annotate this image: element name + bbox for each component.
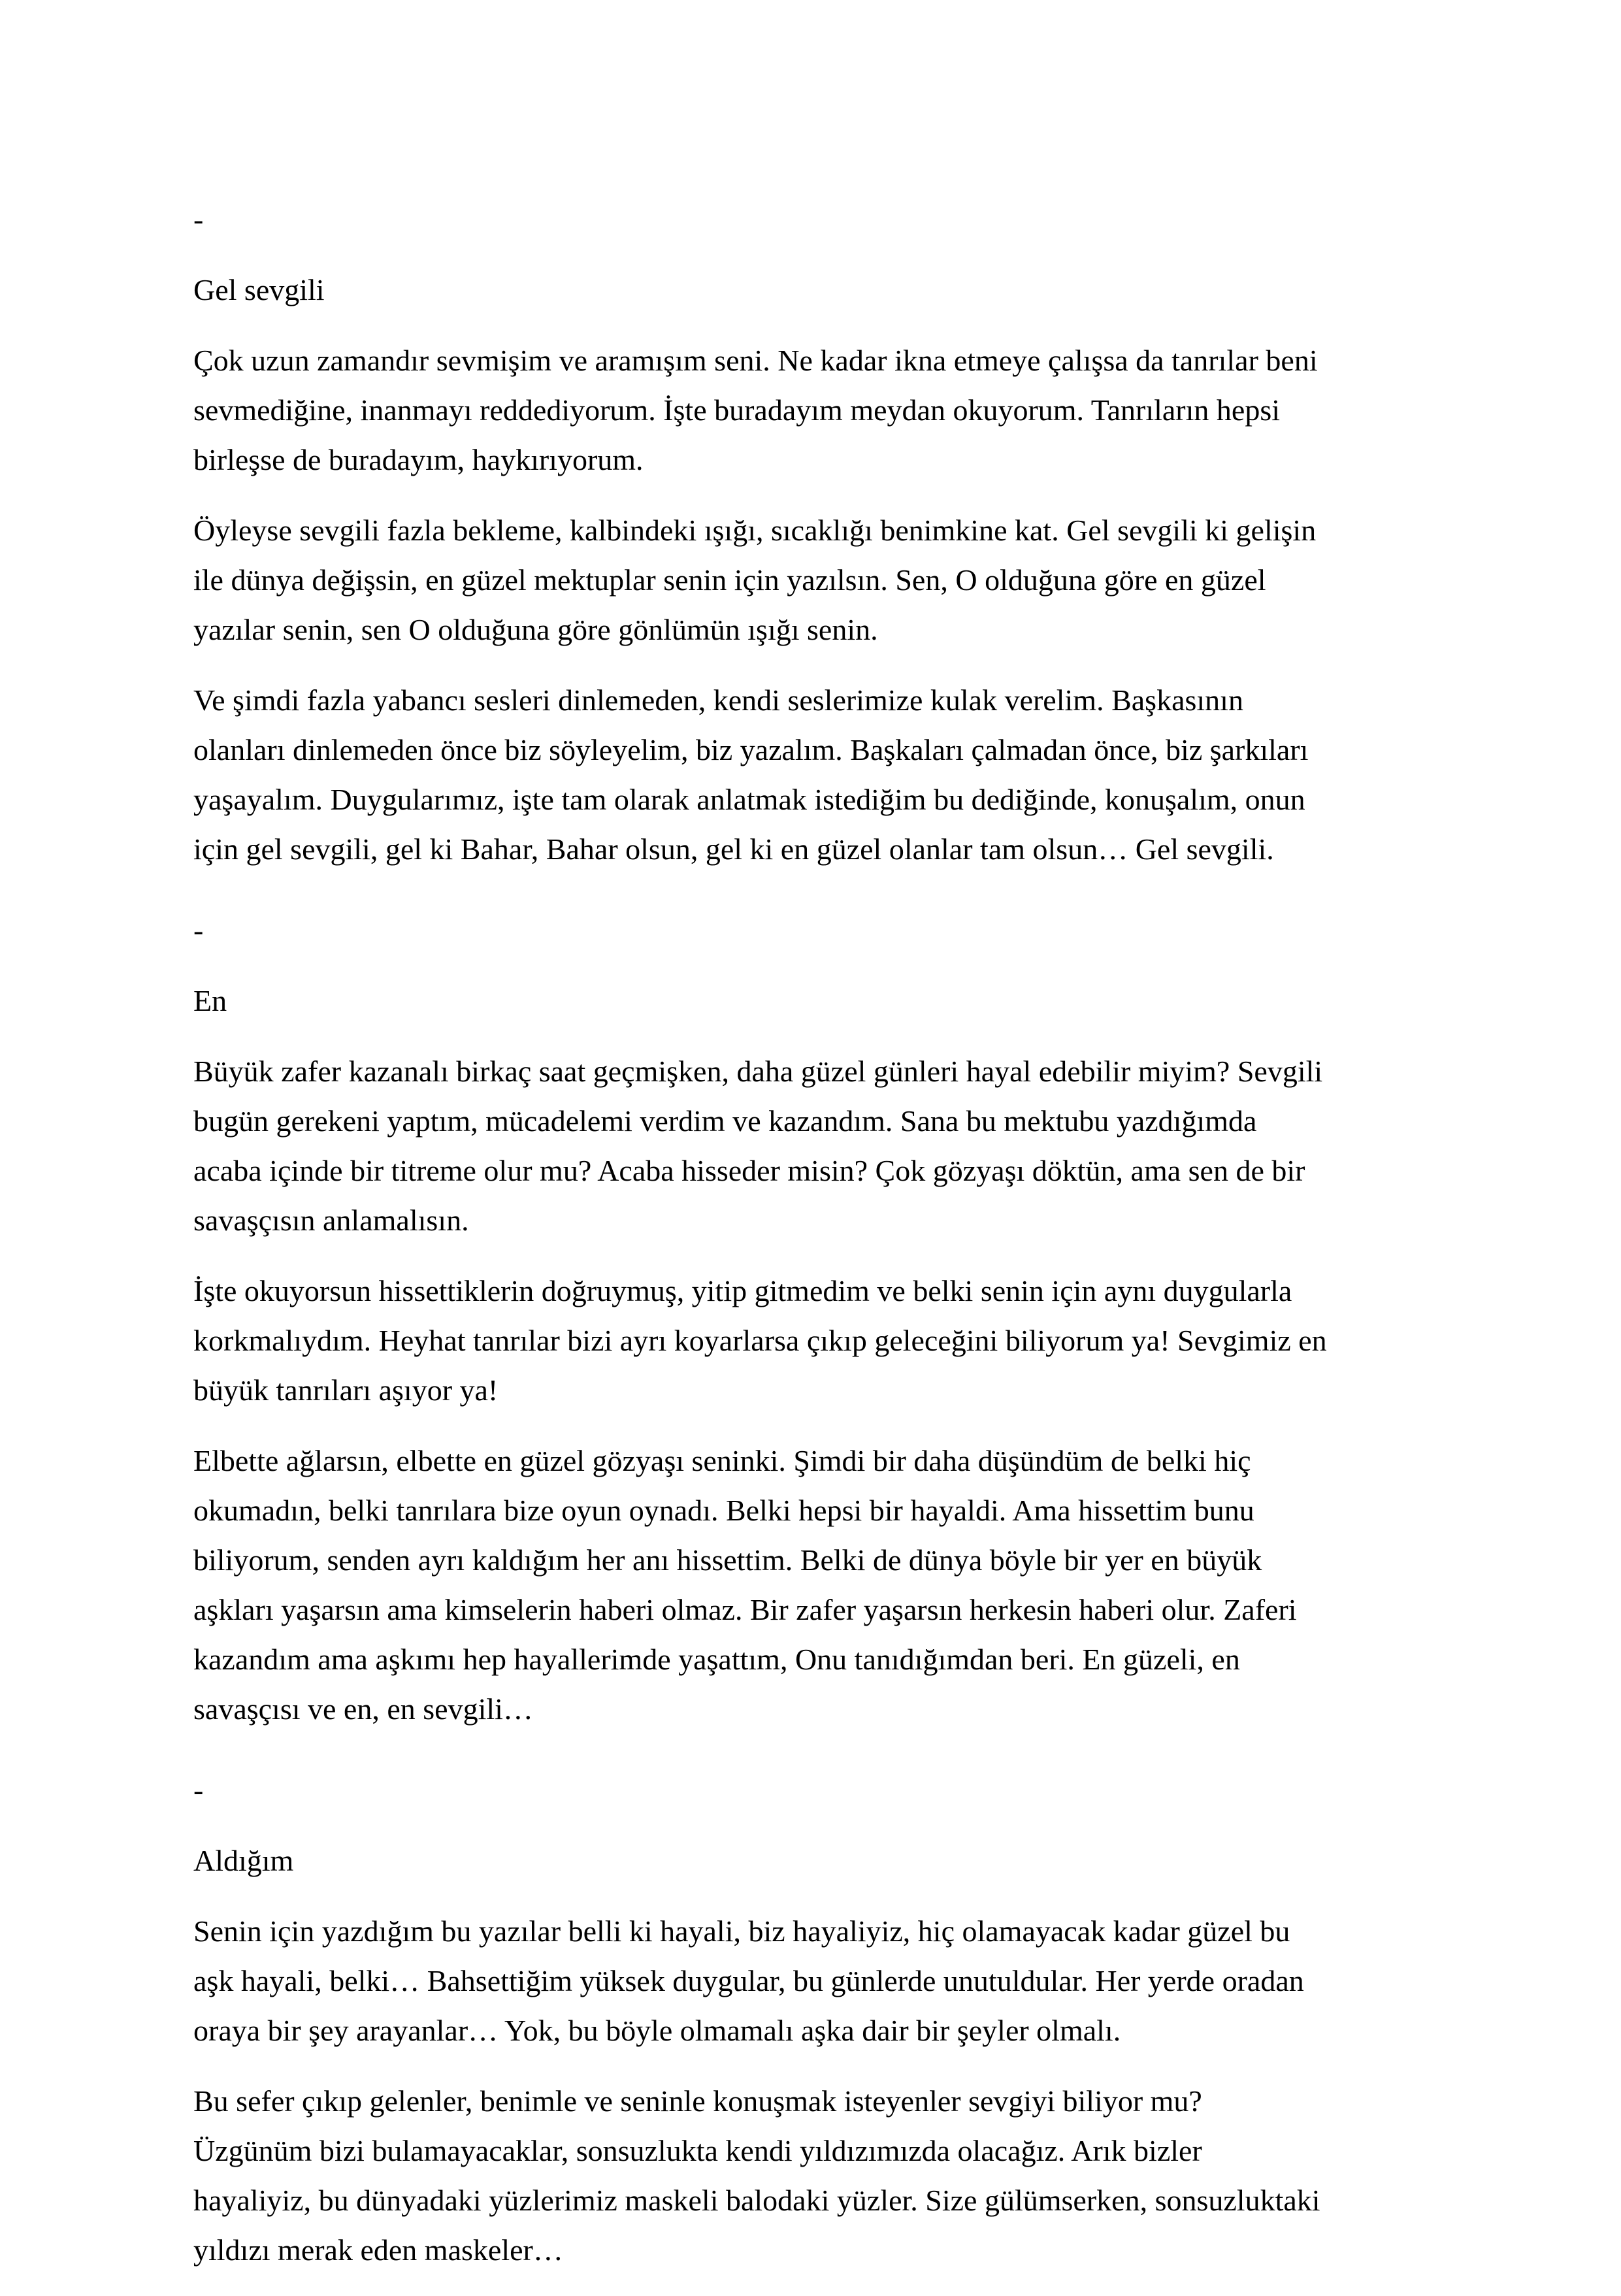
text-line: Büyük zafer kazanalı birkaç saat geçmişken, daha güzel günleri hayal edebilir miyim? Sevgili — [193, 1055, 1323, 1088]
text-line: kazandım ama aşkımı hep hayallerimde yaşattım, Onu tanıdığımdan beri. En güzeli, en — [193, 1643, 1240, 1676]
text-line: korkmalıydım. Heyhat tanrılar bizi ayrı koyarlarsa çıkıp geleceğini biliyorum ya! Sevgimiz en — [193, 1324, 1327, 1357]
text-line: olanları dinlemeden önce biz söyleyelim, biz yazalım. Başkaları çalmadan önce, biz şarkıları — [193, 733, 1309, 766]
text-line: sevmediğine, inanmayı reddediyorum. İşte buradayım meydan okuyorum. Tanrıların hepsi — [193, 393, 1281, 427]
section-separator: - — [193, 203, 204, 236]
text-line: yaşayalım. Duygularımız, işte tam olarak anlatmak istediğim bu dediğinde, konuşalım, onun — [193, 783, 1305, 816]
text-line: Çok uzun zamandır sevmişim ve aramışım seni. Ne kadar ikna etmeye çalışsa da tanrılar beni — [193, 344, 1318, 377]
section-separator: - — [193, 1773, 204, 1807]
text-line: Elbette ağlarsın, elbette en güzel gözyaşı seninki. Şimdi bir daha düşündüm de belki hiç — [193, 1444, 1251, 1477]
text-line: acaba içinde bir titreme olur mu? Acaba hisseder misin? Çok gözyaşı döktün, ama sen de bir — [193, 1154, 1305, 1187]
section-separator: - — [193, 913, 204, 947]
text-line: okumadın, belki tanrılara bize oyun oynadı. Belki hepsi bir hayaldi. Ama hissettim bunu — [193, 1494, 1254, 1527]
section-gel-sevgili — [193, 195, 1448, 874]
paragraph — [193, 676, 1448, 874]
text-line: Öyleyse sevgili fazla bekleme, kalbindeki ışığı, sıcaklığı benimkine kat. Gel sevgili ki gelişin — [193, 514, 1317, 547]
text-line: hayaliyiz, bu dünyadaki yüzlerimiz maskeli balodaki yüzler. Size gülümserken, sonsuzluktaki — [193, 2184, 1320, 2217]
text-line: savaşçısı ve en, en sevgili… — [193, 1692, 533, 1726]
section-heading: En — [193, 984, 227, 1017]
text-line: Senin için yazdığım bu yazılar belli ki hayali, biz hayaliyiz, hiç olamayacak kadar güzel bu — [193, 1914, 1290, 1948]
paragraph — [193, 1047, 1448, 1245]
text-line: Üzgünüm bizi bulamayacaklar, sonsuzlukta kendi yıldızımızda olacağız. Arık bizler — [193, 2134, 1202, 2167]
text-line: savaşçısın anlamalısın. — [193, 1204, 469, 1237]
paragraph — [193, 1907, 1448, 2056]
text-line: ile dünya değişsin, en güzel mektuplar senin için yazılsın. Sen, O olduğuna göre en güzel — [193, 563, 1266, 597]
text-line: aşk hayali, belki… Bahsettiğim yüksek duygular, bu günlerde unutuldular. Her yerde oradan — [193, 1964, 1304, 1997]
text-line: Bu sefer çıkıp gelenler, benimle ve seninle konuşmak isteyenler sevgiyi biliyor mu? — [193, 2084, 1202, 2118]
paragraph — [193, 336, 1448, 485]
document-page — [193, 195, 1448, 2296]
paragraph — [193, 2076, 1448, 2275]
section-heading: Gel sevgili — [193, 273, 325, 306]
text-line: için gel sevgili, gel ki Bahar, Bahar olsun, gel ki en güzel olanlar tam olsun… Gel sevgili. — [193, 832, 1274, 866]
paragraph — [193, 506, 1448, 655]
text-line: yıldızı merak eden maskeler… — [193, 2233, 563, 2267]
section-en — [193, 906, 1448, 1734]
text-line: bugün gerekeni yaptım, mücadelemi verdim ve kazandım. Sana bu mektubu yazdığımda — [193, 1104, 1257, 1138]
paragraph — [193, 1266, 1448, 1415]
paragraph — [193, 1436, 1448, 1734]
text-line: Ve şimdi fazla yabancı sesleri dinlemeden, kendi seslerimize kulak verelim. Başkasının — [193, 683, 1243, 717]
text-line: büyük tanrıları aşıyor ya! — [193, 1373, 499, 1407]
text-line: İşte okuyorsun hissettiklerin doğruymuş, yitip gitmedim ve belki senin için aynı duygularla — [193, 1274, 1292, 1307]
text-line: aşkları yaşarsın ama kimselerin haberi olmaz. Bir zafer yaşarsın herkesin haberi olur. Zaferi — [193, 1593, 1297, 1626]
section-heading: Aldığım — [193, 1844, 294, 1877]
text-line: biliyorum, senden ayrı kaldığım her anı hissettim. Belki de dünya böyle bir yer en büyük — [193, 1543, 1262, 1577]
section-aldigim — [193, 1765, 1448, 2275]
text-line: yazılar senin, sen O olduğuna göre gönlümün ışığı senin. — [193, 613, 878, 646]
text-line: birleşse de buradayım, haykırıyorum. — [193, 443, 644, 476]
text-line: oraya bir şey arayanlar… Yok, bu böyle olmamalı aşka dair bir şeyler olmalı. — [193, 2014, 1121, 2047]
